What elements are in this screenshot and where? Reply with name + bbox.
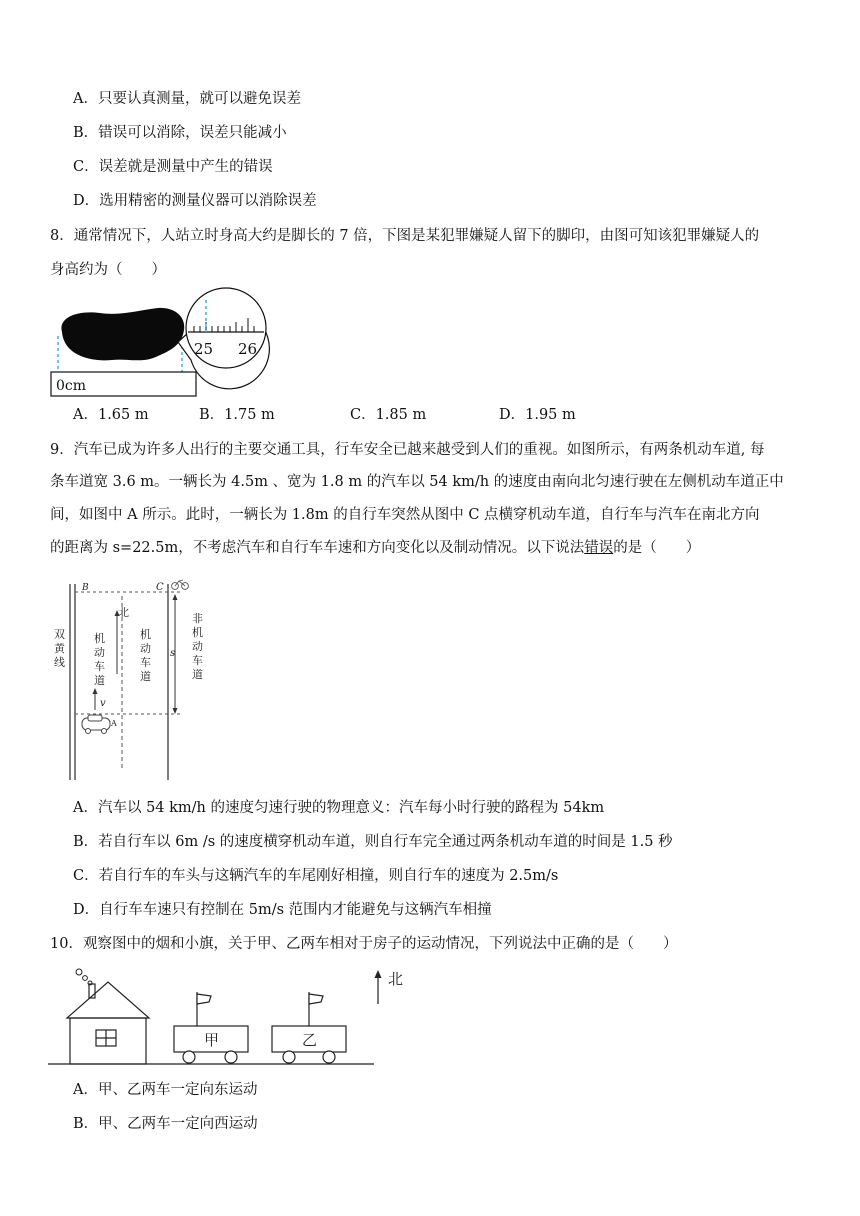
- q9-option-a: A．汽车以 54 km/h 的速度匀速行驶的物理意义：汽车每小时行驶的路程为 54km: [73, 800, 605, 816]
- tick-label-26: 26: [238, 340, 258, 358]
- q10-option-a: A．甲、乙两车一定向东运动: [73, 1082, 258, 1098]
- house-cars-figure: [46, 964, 418, 1068]
- q8-option-b: B．1.75 m: [199, 407, 275, 423]
- q7-option-b: B．错误可以消除，误差只能减小: [73, 125, 287, 141]
- footprint-figure: [48, 286, 272, 400]
- lane-label-2: 机动车道: [140, 628, 151, 683]
- q8-stem-line2: 身高约为（ ）: [50, 262, 166, 278]
- car-yi-icon: [272, 992, 346, 1063]
- north-arrow-icon: [375, 970, 382, 978]
- q9-stem-line4: [50, 538, 700, 558]
- q7-option-a: A．只要认真测量，就可以避免误差: [73, 91, 301, 107]
- q8-option-d: D．1.95 m: [499, 407, 576, 423]
- q7-option-d: D．选用精密的测量仪器可以消除误差: [73, 193, 317, 209]
- q9-stem-line4-post: 的是（ ）: [613, 540, 701, 556]
- ruler-zero-label: 0cm: [56, 378, 87, 394]
- q9-option-b: B．若自行车以 6m /s 的速度横穿机动车道，则自行车完全通过两条机动车道的时间是 1.5 秒: [73, 834, 673, 850]
- q9-stem-underlined-word: 错误: [584, 540, 614, 556]
- house-icon: [67, 982, 149, 1064]
- q9-stem-line4-pre: 的距离为 s=22.5m，不考虑汽车和自行车车速和方向变化以及制动情况。以下说法: [50, 540, 585, 556]
- point-a-label: A: [111, 719, 117, 728]
- car-jia-label: 甲: [204, 1031, 220, 1049]
- point-b-label: B: [82, 583, 89, 593]
- q8-option-c: C．1.85 m: [350, 407, 427, 423]
- tick-label-25: 25: [194, 340, 214, 358]
- distance-s-label: s: [170, 648, 176, 659]
- north-label: 北: [388, 970, 404, 988]
- velocity-v-label: v: [100, 698, 106, 709]
- smoke-icon: [76, 969, 92, 985]
- point-c-label: C: [156, 582, 164, 593]
- footprint-shape: [61, 308, 184, 360]
- bicycle-icon: [172, 580, 189, 589]
- car-yi-label: 乙: [302, 1031, 318, 1049]
- q8-stem-line1: 8．通常情况下，人站立时身高大约是脚长的 7 倍，下图是某犯罪嫌疑人留下的脚印，由图可知该犯罪嫌疑人的: [50, 228, 760, 244]
- lane-label-1: 机动车道: [94, 632, 105, 687]
- q10-option-b: B．甲、乙两车一定向西运动: [73, 1116, 258, 1132]
- north-label: 北: [118, 606, 129, 619]
- nonmotor-lane-label: 非机动车道: [192, 612, 203, 681]
- q9-option-d: D．自行车车速只有控制在 5m/s 范围内才能避免与这辆汽车相撞: [73, 902, 492, 918]
- q8-option-a: A．1.65 m: [73, 407, 149, 423]
- car-jia-icon: [174, 992, 248, 1063]
- q10-stem: 10．观察图中的烟和小旗，关于甲、乙两车相对于房子的运动情况，下列说法中正确的是（ ）: [50, 936, 678, 952]
- double-yellow-line-label: 双黄线: [54, 628, 65, 669]
- q7-option-c: C．误差就是测量中产生的错误: [73, 159, 273, 175]
- q9-stem-line3: 间，如图中 A 所示。此时，一辆长为 1.8m 的自行车突然从图中 C 点横穿机动车道，自行车与汽车在南北方向: [50, 507, 760, 523]
- car-icon: [82, 715, 110, 734]
- q9-stem-line1: 9．汽车已成为许多人出行的主要交通工具，行车安全已越来越受到人们的重视。如图所示，有两条机动车道, 每: [50, 442, 765, 458]
- road-figure: [44, 574, 214, 784]
- q9-option-c: C．若自行车的车头与这辆汽车的车尾刚好相撞，则自行车的速度为 2.5m/s: [73, 868, 559, 884]
- q9-stem-line2: 条车道宽 3.6 m。一辆长为 4.5m 、宽为 1.8 m 的汽车以 54 km/h 的速度由南向北匀速行驶在左侧机动车道正中: [50, 474, 784, 490]
